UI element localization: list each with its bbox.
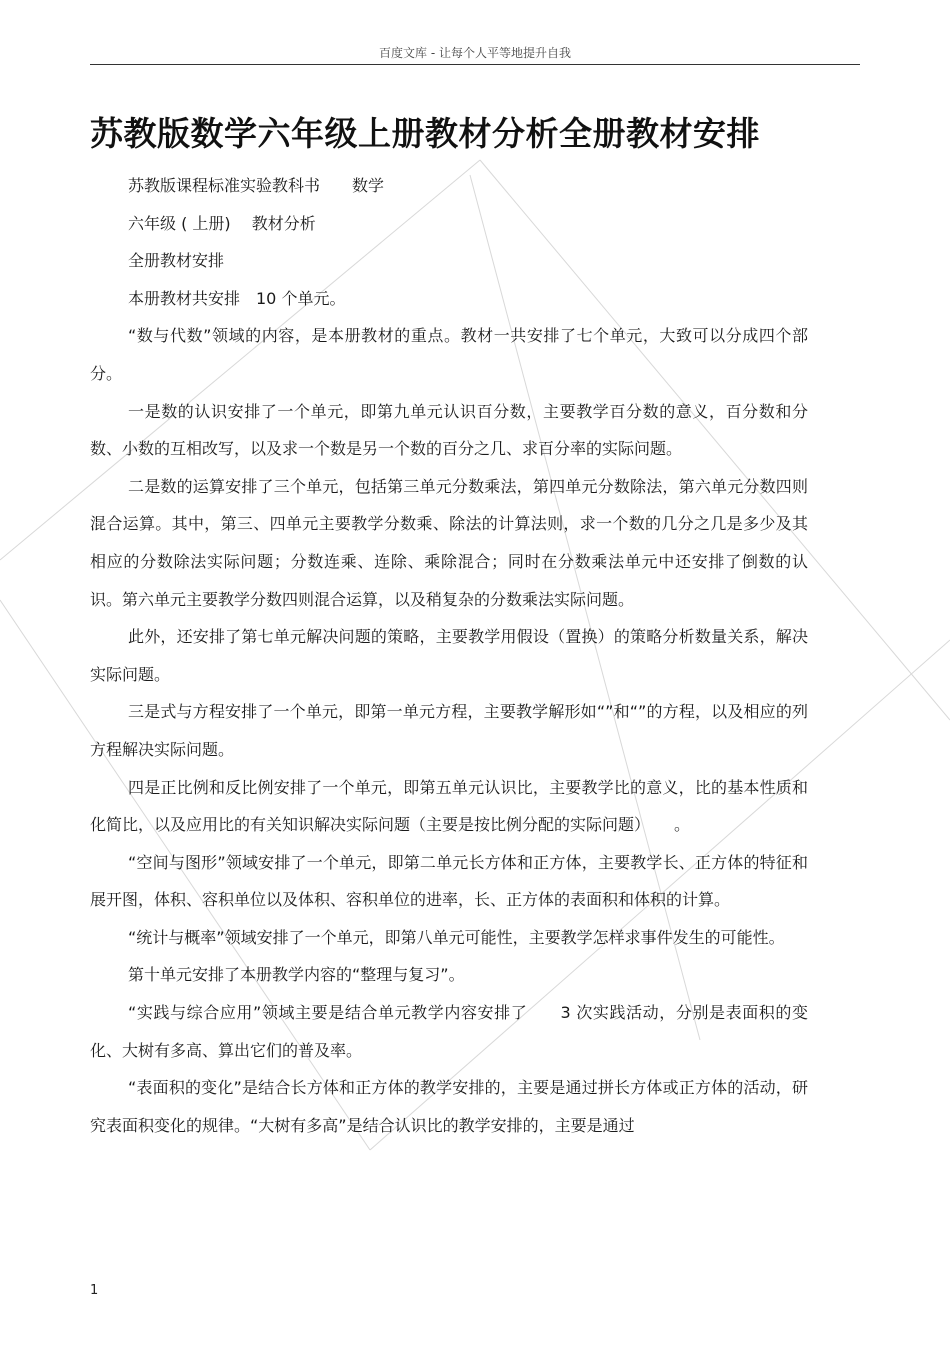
page-number: 1 — [90, 1283, 99, 1298]
header-divider — [90, 64, 860, 65]
paragraph: “表面积的变化”是结合长方体和正方体的教学安排的，主要是通过拼长方体或正方体的活动，研究表面积变化的规律。“大树有多高”是结合认识比的教学安排的，主要是通过 — [90, 1078, 808, 1135]
paragraph: 四是正比例和反比例安排了一个单元，即第五单元认识比，主要教学比的意义，比的基本性质和化简比，以及应用比的有关知识解决实际问题（主要是按比例分配的实际问题） 。 — [90, 777, 808, 835]
paragraph: “统计与概率”领域安排了一个单元，即第八单元可能性，主要教学怎样求事件发生的可能性。 — [128, 927, 785, 947]
page-header: 百度文库 - 让每个人平等地提升自我 — [379, 46, 571, 60]
paragraph: 全册教材安排 — [128, 251, 225, 271]
paragraph: 三是式与方程安排了一个单元，即第一单元方程，主要教学解形如“”和“”的方程，以及相应的列方程解决实际问题。 — [90, 702, 808, 759]
document-body — [90, 167, 808, 1144]
paragraph: 第十单元安排了本册教学内容的“整理与复习”。 — [128, 965, 465, 985]
paragraph: 六年级 ( 上册) 教材分析 — [128, 213, 316, 233]
paragraph: 二是数的运算安排了三个单元，包括第三单元分数乘法，第四单元分数除法，第六单元分数四则混合运算。其中，第三、四单元主要教学分数乘、除法的计算法则，求一个数的几分之几是多少及其相应的分数除法实际问题；分数连乘、连除、乘除混合；同时在分数乘法单元中还安排了倒数的认识。第六单元主要教学分数四则混合运算，以及稍复杂的分数乘法实际问题。 — [90, 476, 808, 609]
paragraph: “实践与综合应用”领域主要是结合单元教学内容安排了 3 次实践活动，分别是表面积的变化、大树有多高、算出它们的普及率。 — [90, 1003, 808, 1060]
paragraph: “空间与图形”领域安排了一个单元，即第二单元长方体和正方体，主要教学长、正方体的特征和展开图，体积、容积单位以及体积、容积单位的进率，长、正方体的表面积和体积的计算。 — [90, 852, 808, 910]
paragraph: 一是数的认识安排了一个单元，即第九单元认识百分数，主要教学百分数的意义，百分数和分数、小数的互相改写，以及求一个数是另一个数的百分之几、求百分率的实际问题。 — [90, 401, 808, 459]
document-title: 苏教版数学六年级上册教材分析全册教材安排 — [90, 114, 760, 153]
paragraph: “数与代数”领域的内容，是本册教材的重点。教材一共安排了七个单元，大致可以分成四个部分。 — [90, 326, 808, 383]
paragraph: 苏教版课程标准实验教科书 数学 — [128, 176, 385, 195]
paragraph: 本册教材共安排 10 个单元。 — [128, 288, 346, 308]
paragraph: 此外，还安排了第七单元解决问题的策略，主要教学用假设（置换）的策略分析数量关系，解决实际问题。 — [90, 627, 808, 684]
